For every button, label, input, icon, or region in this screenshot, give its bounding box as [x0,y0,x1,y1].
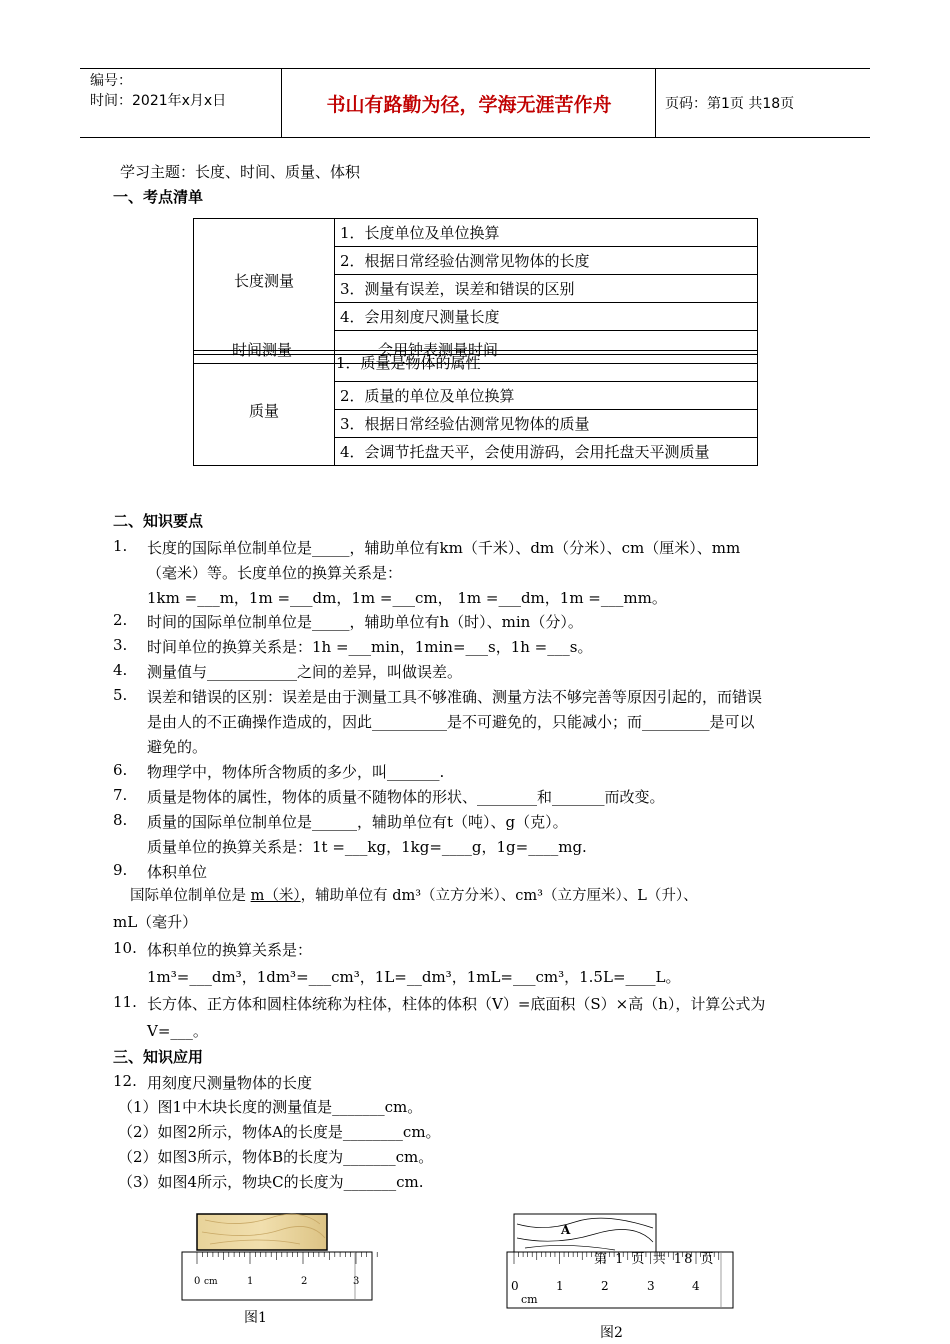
tick-label: 2 [301,1276,308,1287]
item-text: 体积单位的换算关系是： [147,941,313,959]
section-1-title: 一、考点清单 [113,188,204,206]
figure-2-caption: 图2 [600,1325,623,1341]
ruler-body [182,1252,372,1300]
code-label: 编号： [90,73,132,89]
volume-line-2: mL（毫升） [113,913,198,931]
item-number: 5. [113,686,128,704]
table-cell: 3．测量有误差，误差和错误的区别 [335,275,758,303]
time-label: 时间：2021年x月x日 [90,93,227,109]
item-number: 2. [113,611,128,629]
item-number: 4. [113,661,128,679]
volume-suffix: ，辅助单位有 dm³（立方分米）、cm³（立方厘米）、L（升）、 [300,888,698,904]
tick-label: 2 [601,1279,609,1293]
header-motto: 书山有路勤为径，学海无涯苦作舟 [283,69,656,137]
item-text: 用刻度尺测量物体的长度 [147,1074,313,1092]
question-3: （2）如图3所示，物体B的长度为_______cm。 [118,1148,434,1166]
volume-line-1 [130,886,698,906]
table-cell: 2．质量的单位及单位换算 [335,382,758,410]
wooden-block [197,1214,327,1250]
question-4: （3）如图4所示，物块C的长度为_______cm. [118,1173,424,1191]
section-3-title: 三、知识应用 [113,1048,204,1066]
table-cell: 4．会调节托盘天平，会使用游码，会用托盘天平测质量 [335,438,758,466]
figure-1-ruler [180,1210,380,1305]
item-text: 体积单位 [147,863,208,881]
tick-label: 1 [556,1279,564,1293]
footer-page-number: 第 1 页 共 18 页 [594,1252,716,1267]
item-number: 8. [113,811,128,829]
table-row [194,219,758,247]
unit-label: cm [204,1277,218,1287]
item-text: 时间单位的换算关系是：1h =___min，1min=___s，1h =___s。 [147,638,593,656]
item-number: 7. [113,786,128,804]
question-2: （2）如图2所示，物体A的长度是________cm。 [118,1123,441,1141]
table-cell: 2．根据日常经验估测常见物体的长度 [335,247,758,275]
table-cell: 1．长度单位及单位换算 [335,219,758,247]
volume-prefix: 国际单位制单位是 [130,888,251,904]
item-text: 质量单位的换算关系是：1t =___kg，1kg=____g，1g=____mg. [147,838,587,856]
item-text: 长方体、正方体和圆柱体统称为柱体，柱体的体积（V）=底面积（S）×高（h），计算公式为 [147,995,766,1013]
item-number: 6. [113,761,128,779]
item-text: 质量的国际单位制单位是______，辅助单位有t（吨）、g（克）。 [147,813,568,831]
tick-label: 4 [692,1279,700,1293]
category-length-label: 长度测量 [233,272,294,290]
time-item: 会用钟表测量时间 [378,341,499,359]
item-text: 1m³=___dm³，1dm³=___cm³，1L=__dm³，1mL=___cm³，1.5L=____L。 [147,968,681,986]
volume-unit: m（米） [250,888,301,904]
item-text: 避免的。 [147,738,208,756]
item-text: 是由人的不正确操作造成的，因此__________是不可避免的，只能减小；而_________是可以 [147,713,755,731]
item-number: 12. [113,1072,137,1090]
category-mass: 质量 [194,355,335,466]
item-text: 质量是物体的属性，物体的质量不随物体的形状、________和_______而改变。 [147,788,665,806]
item-number: 10. [113,939,137,957]
item-number: 3. [113,636,128,654]
item-text: 误差和错误的区别：误差是由于测量工具不够准确、测量方法不够完善等原因引起的，而错误 [147,688,763,706]
object-a-label: A [561,1223,571,1237]
tick-label: 1 [247,1276,254,1287]
table-cell: 3．根据日常经验估测常见物体的质量 [335,410,758,438]
tick-label: 3 [353,1276,360,1287]
item-number: 9. [113,861,128,879]
tick-label: 3 [647,1279,655,1293]
tick-label: 0 [194,1276,201,1287]
table-cell: 4．会用刻度尺测量长度 [335,303,758,331]
item-number: 11. [113,993,137,1011]
item-text: （毫米）等。长度单位的换算关系是： [147,564,403,582]
item-text: V=___。 [147,1022,208,1040]
item-text: 时间的国际单位制单位是_____，辅助单位有h（时）、min（分）。 [147,613,583,631]
item-text: 测量值与____________之间的差异，叫做误差。 [147,663,463,681]
item-text: 1km =___m，1m =___dm，1m =___cm， 1m =___dm，1m =___mm。 [147,589,667,607]
tick-label: 0 [511,1279,519,1293]
topic: 学习主题：长度、时间、质量、体积 [120,163,361,181]
figure-1-caption: 图1 [244,1310,267,1326]
question-1: （1）图1中木块长度的测量值是_______cm。 [118,1098,423,1116]
header-meta [80,69,282,137]
header-page-number: 页码：第1页 共18页 [665,96,795,112]
item-number: 1. [113,537,128,555]
page-header [80,68,870,138]
unit-label: cm [521,1293,538,1306]
item-text: 物理学中，物体所含物质的多少，叫_______. [147,763,445,781]
mass-item-1: 1．质量是物体的属性 [336,354,481,372]
category-time: 时间测量 [232,341,293,359]
category-length [194,219,335,355]
item-text: 长度的国际单位制单位是_____，辅助单位有km（千米）、dm（分米）、cm（厘米）、mm [147,539,741,557]
section-2-title: 二、知识要点 [113,512,204,530]
